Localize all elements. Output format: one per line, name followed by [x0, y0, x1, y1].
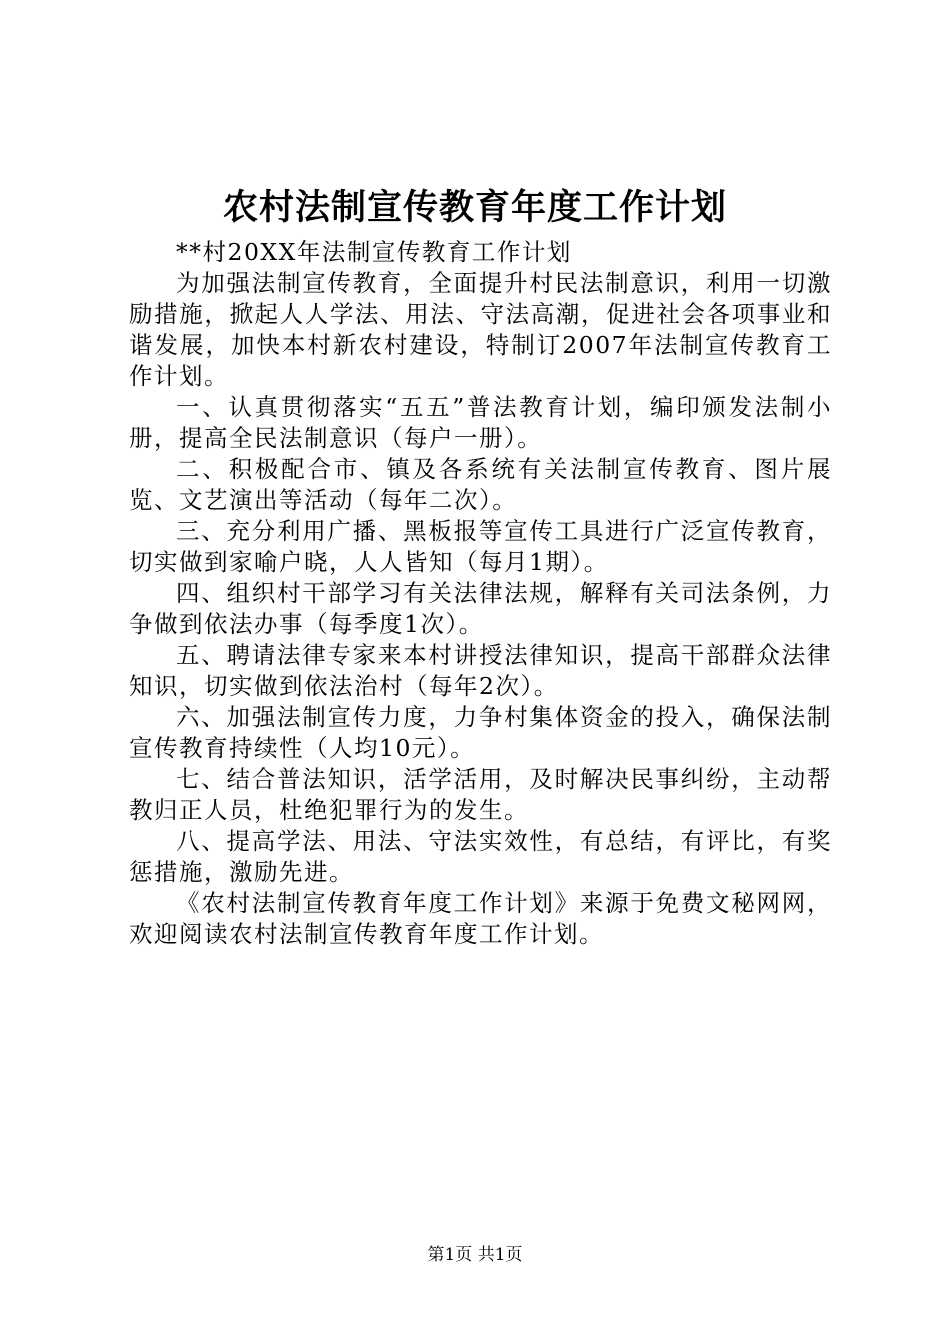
- paragraph-item-1: 一、认真贯彻落实“五五”普法教育计划，编印颁发法制小册，提高全民法制意识（每户一册）。: [129, 393, 832, 452]
- paragraph-item-4: 四、组织村干部学习有关法律法规，解释有关司法条例，力争做到依法办事（每季度1次）。: [129, 579, 832, 638]
- paragraph-item-3: 三、充分利用广播、黑板报等宣传工具进行广泛宣传教育，切实做到家喻户晓，人人皆知（每月1期）。: [129, 517, 832, 576]
- paragraph-intro: 为加强法制宣传教育，全面提升村民法制意识，利用一切激励措施，掀起人人学法、用法、守法高潮，促进社会各项事业和谐发展，加快本村新农村建设，特制订2007年法制宣传教育工作计划。: [129, 269, 832, 390]
- paragraph-item-8: 八、提高学法、用法、守法实效性，有总结，有评比，有奖惩措施，激励先进。: [129, 827, 832, 886]
- paragraph-item-7: 七、结合普法知识，活学活用，及时解决民事纠纷，主动帮教归正人员，杜绝犯罪行为的发生。: [129, 765, 832, 824]
- paragraph-item-5: 五、聘请法律专家来本村讲授法律知识，提高干部群众法律知识，切实做到依法治村（每年2次）。: [129, 641, 832, 700]
- paragraph-item-2: 二、积极配合市、镇及各系统有关法制宣传教育、图片展览、文艺演出等活动（每年二次）。: [129, 455, 832, 514]
- document-title: 农村法制宣传教育年度工作计划: [222, 187, 727, 228]
- document-body: [129, 237, 832, 950]
- paragraph-source-note: 《农村法制宣传教育年度工作计划》来源于免费文秘网网，欢迎阅读农村法制宣传教育年度工作计划。: [129, 889, 832, 948]
- paragraph-subtitle: **村20XX年法制宣传教育工作计划: [176, 238, 572, 266]
- page-number-footer: 第1页 共1页: [427, 1245, 523, 1265]
- paragraph-item-6: 六、加强法制宣传力度，力争村集体资金的投入，确保法制宣传教育持续性（人均10元）。: [129, 703, 832, 762]
